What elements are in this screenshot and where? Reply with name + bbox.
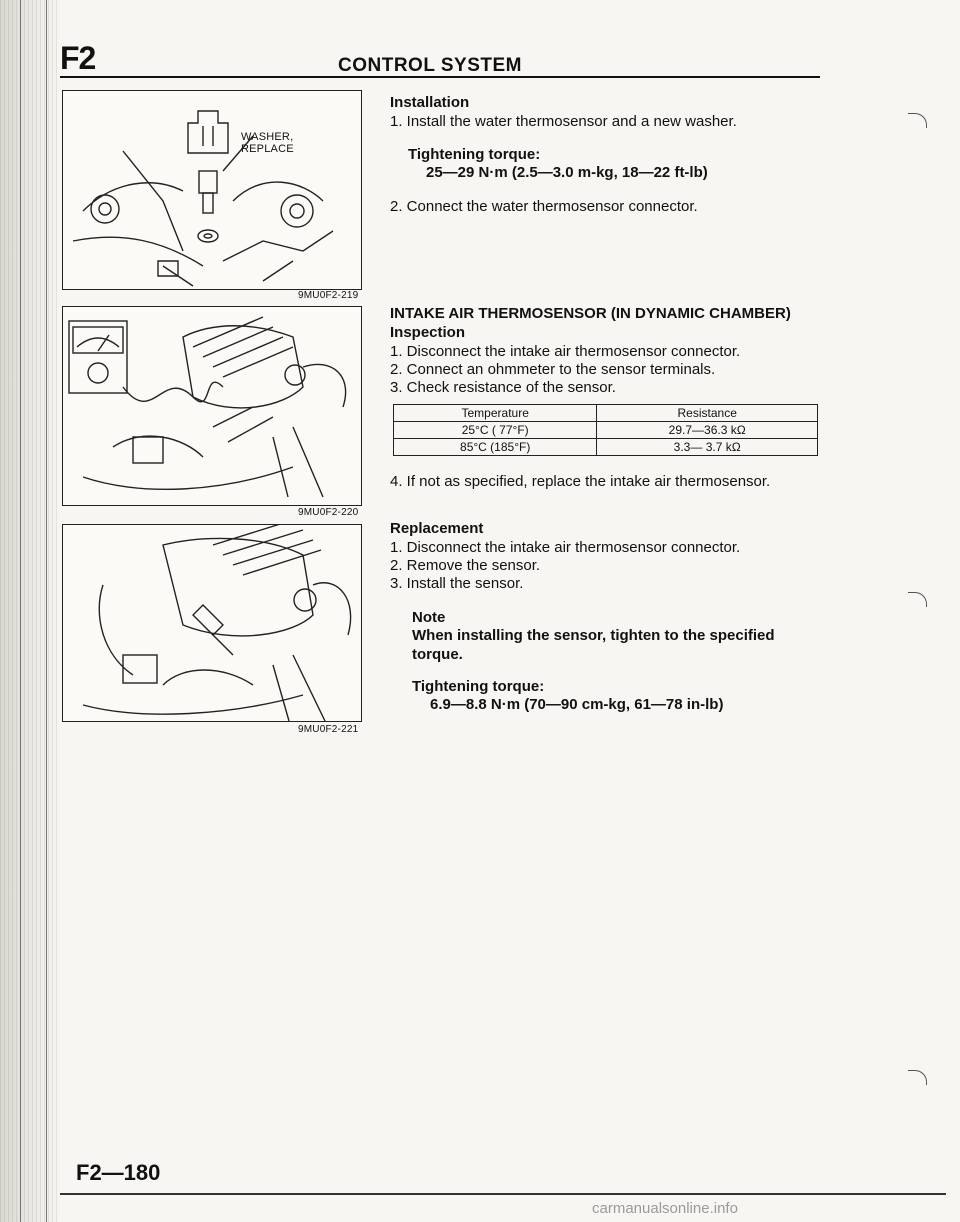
binding-line <box>20 0 21 1222</box>
binding-edge <box>0 0 60 1222</box>
figure-code: 9MU0F2-219 <box>298 290 359 301</box>
figure-water-thermosensor <box>62 90 362 290</box>
replacement-heading: Replacement <box>390 520 484 537</box>
water-thermosensor-drawing <box>63 91 361 289</box>
inspection-step-4: 4. If not as specified, replace the intake air thermosensor. <box>390 473 771 490</box>
header-rule <box>60 76 820 78</box>
figure-ohmmeter-check <box>62 306 362 506</box>
binding-line <box>46 0 47 1222</box>
watermark: carmanualsonline.info <box>592 1200 738 1217</box>
table-header-cell: Resistance <box>597 405 818 422</box>
note-label: Note <box>412 609 446 626</box>
installation-step-1: 1. Install the water thermosensor and a new washer. <box>390 113 737 130</box>
torque-label: Tightening torque: <box>412 678 545 695</box>
washer-callout <box>241 131 294 155</box>
margin-mark <box>908 113 927 128</box>
table-cell: 25°C ( 77°F) <box>394 422 597 439</box>
figure-code: 9MU0F2-220 <box>298 507 359 518</box>
ohmmeter-check-drawing <box>63 307 361 505</box>
note-text: When installing the sensor, tighten to the specified torque. <box>412 627 775 663</box>
page-number: F2—180 <box>76 1160 161 1185</box>
figure-code: 9MU0F2-221 <box>298 724 359 735</box>
inspection-step-3: 3. Check resistance of the sensor. <box>390 379 616 396</box>
inspection-step-1: 1. Disconnect the intake air thermosensor connector. <box>390 343 741 360</box>
installation-step-2: 2. Connect the water thermosensor connector. <box>390 198 698 215</box>
replacement-step-3: 3. Install the sensor. <box>390 575 524 592</box>
margin-mark <box>908 592 927 607</box>
resistance-spec-table <box>393 404 818 456</box>
callout-text: WASHER, <box>241 131 294 143</box>
replacement-step-2: 2. Remove the sensor. <box>390 557 541 574</box>
table-header-row <box>394 405 818 422</box>
inspection-heading: Inspection <box>390 324 466 341</box>
table-cell: 3.3— 3.7 kΩ <box>597 439 818 456</box>
figure-sensor-replacement <box>62 524 362 722</box>
torque-value: 6.9—8.8 N·m (70—90 cm-kg, 61—78 in-lb) <box>430 696 724 713</box>
replacement-step-1: 1. Disconnect the intake air thermosensor connector. <box>390 539 741 556</box>
table-row <box>394 422 818 439</box>
table-row <box>394 439 818 456</box>
inspection-step-2: 2. Connect an ohmmeter to the sensor terminals. <box>390 361 716 378</box>
intake-section-heading: INTAKE AIR THERMOSENSOR (IN DYNAMIC CHAMBER) <box>390 305 791 322</box>
torque-label: Tightening torque: <box>408 146 541 163</box>
table-cell: 29.7—36.3 kΩ <box>597 422 818 439</box>
section-code: F2 <box>60 40 96 76</box>
margin-mark <box>908 1070 927 1085</box>
torque-value: 25—29 N·m (2.5—3.0 m-kg, 18—22 ft-lb) <box>426 164 708 181</box>
table-header-cell: Temperature <box>394 405 597 422</box>
footer-rule <box>60 1193 946 1195</box>
installation-heading: Installation <box>390 94 470 111</box>
callout-text: REPLACE <box>241 143 294 155</box>
section-title: CONTROL SYSTEM <box>338 55 522 76</box>
sensor-replacement-drawing <box>63 525 361 721</box>
table-cell: 85°C (185°F) <box>394 439 597 456</box>
